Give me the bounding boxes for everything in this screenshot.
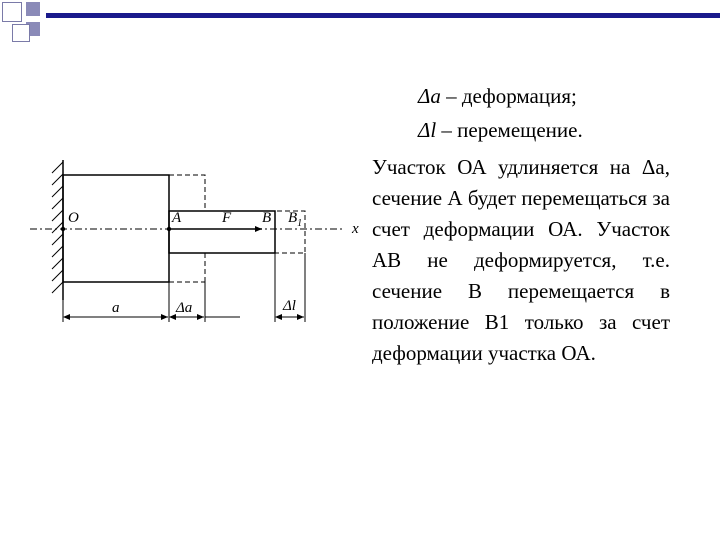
label-B1-letter: B (288, 210, 298, 226)
label-F: F (222, 210, 232, 226)
delta-l-symbol: Δl (418, 118, 437, 142)
label-delta-a: Δa (176, 300, 193, 316)
label-O: O (68, 210, 79, 226)
point-A (167, 227, 171, 231)
label-delta-l: Δl (283, 298, 296, 314)
label-a: a (112, 300, 120, 316)
label-x: x (352, 221, 359, 237)
label-B1 (288, 210, 302, 229)
label-A: A (172, 210, 182, 226)
delta-l-text: – перемещение. (436, 118, 583, 142)
label-B1-subscript: 1 (297, 218, 303, 229)
delta-a-symbol: Δa (418, 84, 441, 108)
delta-a-text: – деформация; (440, 84, 577, 108)
wall-hatching (52, 162, 63, 293)
label-B: B (262, 210, 272, 226)
explanation-text: Участок ОА удлиняется на Δa, сечение А будет перемещаться за счет деформации ОА. Участок АВ не деформируется, т.е. сечение В перемещается в положение В1 только за счет деформации участка ОА. (372, 155, 670, 365)
point-O (61, 227, 65, 231)
